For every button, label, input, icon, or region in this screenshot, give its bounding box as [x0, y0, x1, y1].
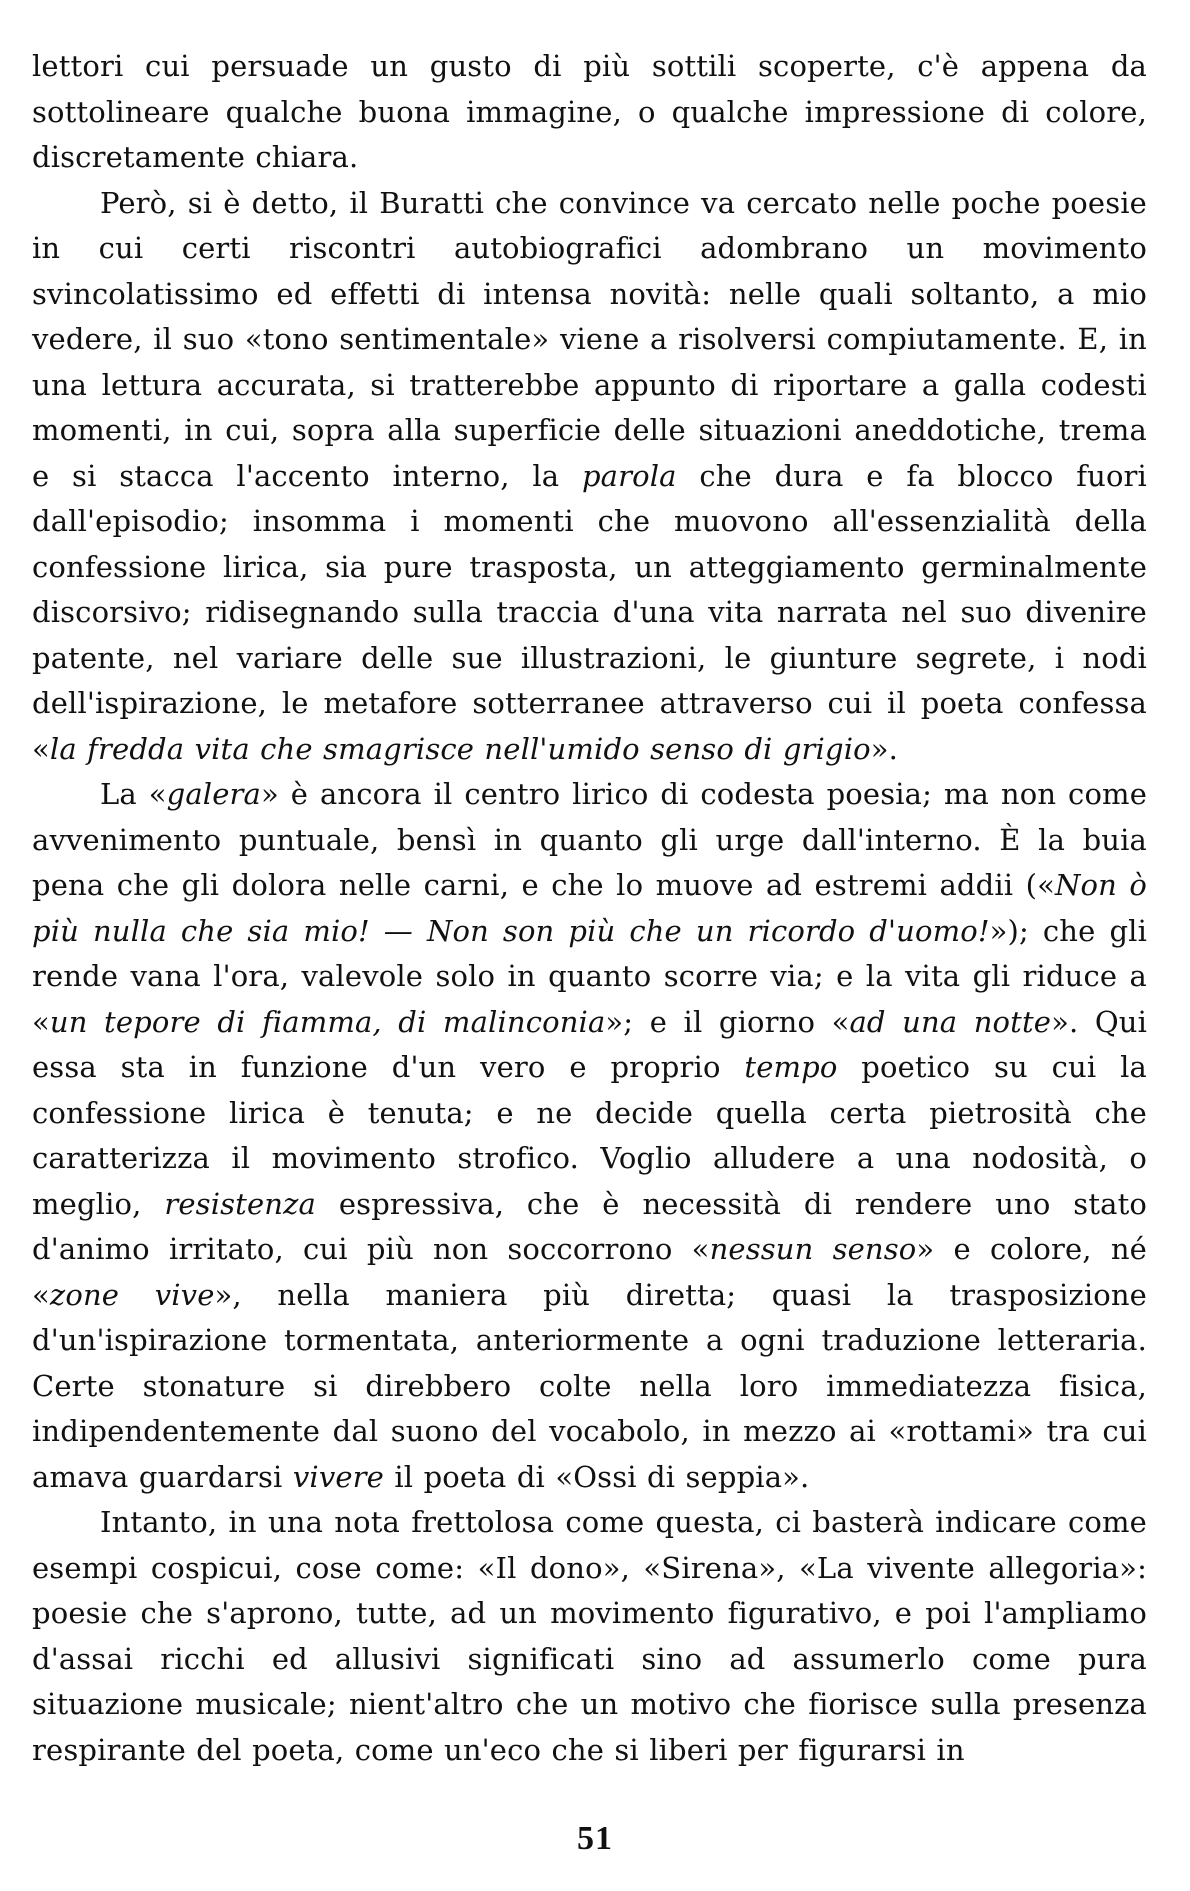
paragraph-3: [32, 772, 1147, 1500]
italic-run: parola: [581, 458, 677, 493]
italic-run: nessun senso: [709, 1232, 917, 1266]
text-run: »); che gli rende vana l'ora, valevole solo in quanto scorre via; e la vita gli riduce a «: [32, 913, 1148, 1039]
text-run: ».: [870, 731, 898, 766]
italic-run: resistenza: [164, 1186, 316, 1221]
text-run: che dura e fa blocco fuori dall'episodio; insomma i momenti che muovono all'essenzialità della confessione lirica, sia pure trasposta, un atteggiamento germinalmente discorsivo; ridisegnando sulla traccia d'una vita narrata nel suo divenire patente, nel variare delle sue illustrazioni, le giunture segrete, i nodi dell'ispirazione, le metafore sotterranee attraverso cui il poeta confessa «: [32, 458, 1147, 766]
text-run: poetico su cui la confessione lirica è tenuta; e ne decide quella certa pietrosità che caratterizza il movimento strofico. Voglio alludere a una nodosità, o meglio,: [32, 1050, 1147, 1221]
text-run: » e colore, né «: [32, 1232, 1147, 1312]
text-run: Intanto, in una nota frettolosa come questa, ci basterà indicare come esempi cospicui, cose come: «Il dono», «Sirena», «La vivente allegoria»: poesie che s'aprono, tutte, ad un movimento figurativo, e poi l'ampliamo d'assai ricchi ed allusivi significati sino ad assumerlo come pura situazione musicale; nient'altro che un motivo che fiorisce sulla presenza respirante del poeta, come un'eco che si liberi per figurarsi in: [32, 1505, 1147, 1767]
paragraph-1: [32, 44, 1147, 181]
text-run: lettori cui persuade un gusto di più sottili scoperte, c'è appena da sottolineare qualche buona immagine, o qualche impressione di colore, discretamente chiara.: [32, 49, 1147, 174]
italic-run: un tepore di fiamma, di malinconia: [49, 1004, 606, 1039]
italic-run: vivere: [292, 1459, 384, 1494]
text-run: espressiva, che è necessità di rendere uno stato d'animo irritato, cui più non soccorrono «: [32, 1186, 1147, 1266]
text-run: » è ancora il centro lirico di codesta poesia; ma non come avvenimento puntuale, bensì in quanto gli urge dall'interno. È la buia pena che gli dolora nelle carni, e che lo muove ad estremi addii («: [32, 777, 1148, 902]
italic-run: zone vive: [49, 1277, 215, 1312]
page-number: 51: [577, 1820, 613, 1857]
italic-run: tempo: [744, 1050, 838, 1084]
page-body: [32, 44, 1147, 1773]
paragraph-4: [32, 1500, 1147, 1773]
italic-run: ad una notte: [849, 1004, 1052, 1039]
text-run: Però, si è detto, il Buratti che convince va cercato nelle poche poesie in cui certi riscontri autobiografici adombrano un movimento svincolatissimo ed effetti di intensa novità: nelle quali soltanto, a mio vedere, il suo «tono sentimentale» viene a risolversi compiutamente. E, in una lettura accurata, si tratterebbe appunto di riportare a galla codesti momenti, in cui, sopra alla superficie delle situazioni aneddotiche, trema e si stacca l'accento interno, la: [32, 185, 1147, 493]
italic-run: Non ò più nulla che sia mio! — Non son più che un ricordo d'uomo!: [32, 868, 1147, 948]
paragraph-2: [32, 181, 1147, 773]
text-run: », nella maniera più diretta; quasi la trasposizione d'un'ispirazione tormentata, anteriormente a ogni traduzione letteraria. Certe stonature si direbbero colte nella loro immediatezza fisica, indipendentemente dal suono del vocabolo, in mezzo ai «rottami» tra cui amava guardarsi: [32, 1277, 1147, 1494]
text-run: »; e il giorno «: [605, 1004, 850, 1039]
italic-run: la fredda vita che smagrisce nell'umido senso di grigio: [49, 731, 871, 766]
italic-run: galera: [166, 777, 261, 811]
text-run: ». Qui essa sta in funzione d'un vero e proprio: [32, 1004, 1148, 1084]
text-run: La «: [100, 777, 167, 811]
text-run: il poeta di «Ossi di seppia».: [384, 1459, 810, 1494]
